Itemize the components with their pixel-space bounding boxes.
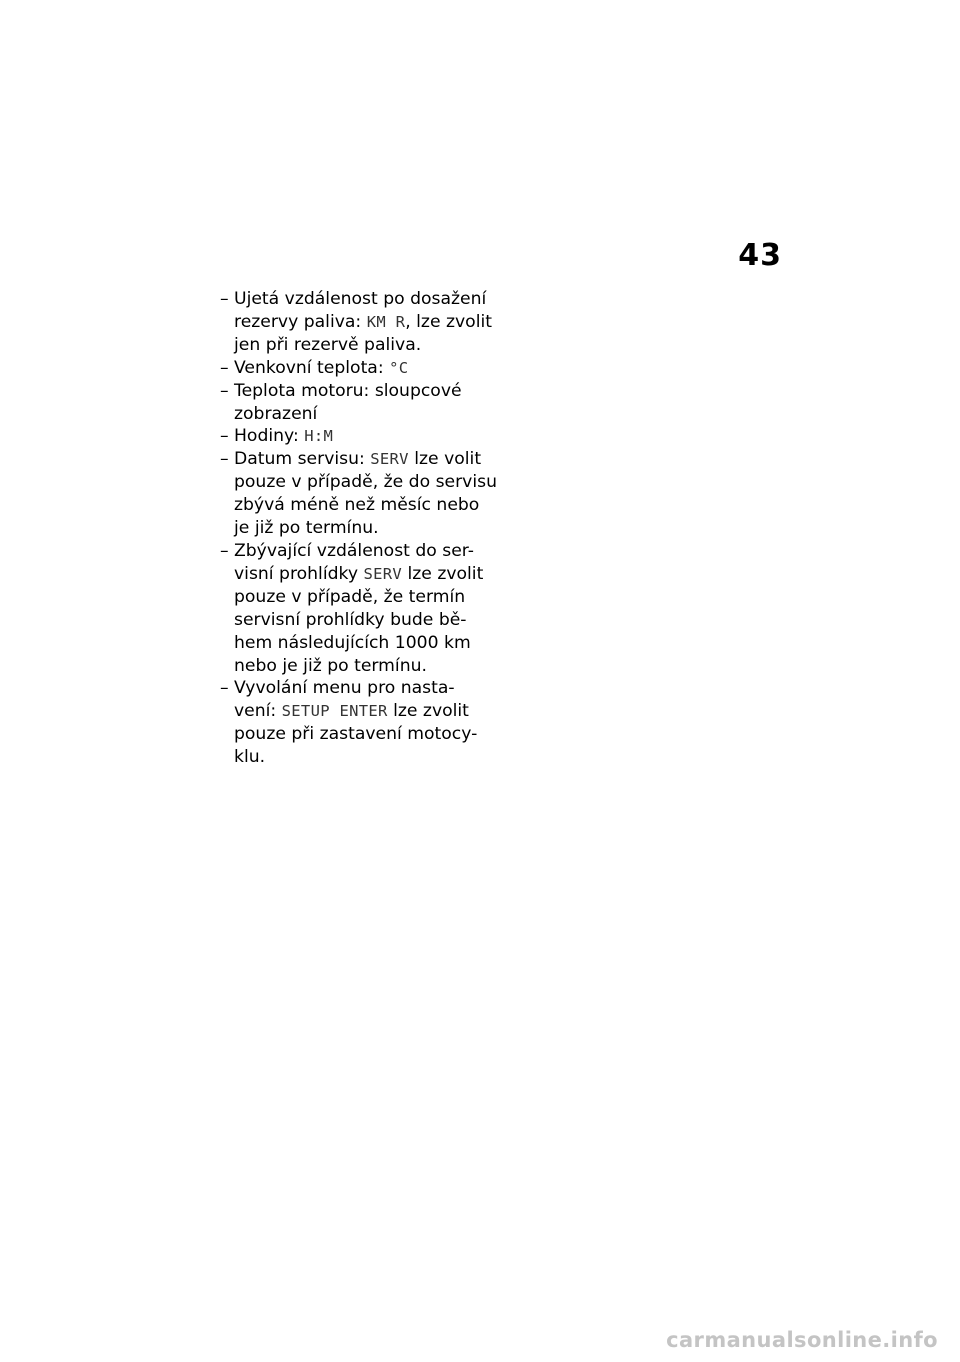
text-segment: pouze v případě, že termín <box>234 586 466 607</box>
text-line <box>234 540 510 563</box>
text-segment: , lze zvolit <box>405 311 492 332</box>
text-segment: vení: <box>234 701 282 722</box>
list-item <box>220 357 510 380</box>
bullet-dash: – <box>220 678 229 699</box>
text-line <box>234 357 510 380</box>
display-code: SERV <box>363 564 403 583</box>
display-code: SERV <box>370 450 409 469</box>
text-line <box>234 494 510 517</box>
text-line <box>234 380 510 403</box>
bullet-dash: – <box>220 289 229 309</box>
text-segment: Hodiny: <box>234 426 305 447</box>
text-segment: visní prohlídky <box>234 563 364 584</box>
text-line <box>234 723 510 746</box>
text-segment: klu. <box>234 747 266 768</box>
bullet-dash: – <box>220 449 229 470</box>
text-line <box>234 632 510 655</box>
list-item <box>220 677 510 769</box>
display-code: KM R <box>366 312 406 331</box>
text-line <box>234 425 510 448</box>
text-segment: lze zvolit <box>402 563 484 584</box>
bullet-dash: – <box>220 426 229 447</box>
text-segment: zbývá méně než měsíc nebo <box>234 495 480 516</box>
text-line <box>234 403 510 426</box>
text-segment: jen při rezervě paliva. <box>234 334 422 355</box>
list-item <box>220 540 510 677</box>
text-segment: hem následujících 1000 km <box>234 632 471 653</box>
text-segment: zobrazení <box>234 403 318 424</box>
text-segment: Zbývající vzdálenost do ser- <box>234 540 474 561</box>
list-item <box>220 288 510 357</box>
text-segment: rezervy paliva: <box>234 311 367 332</box>
text-segment: Ujetá vzdálenost po dosažení <box>234 289 487 309</box>
text-segment: lze zvolit <box>387 701 469 722</box>
text-segment: pouze v případě, že do servisu <box>234 472 497 493</box>
text-line <box>234 677 510 700</box>
text-segment: nebo je již po termínu. <box>234 655 427 676</box>
text-line <box>234 655 510 678</box>
list-item <box>220 448 510 540</box>
text-segment: Datum servisu: <box>234 449 371 470</box>
text-line <box>234 517 510 540</box>
bullet-dash: – <box>220 540 229 561</box>
text-line <box>234 448 510 471</box>
text-segment: Venkovní teplota: <box>234 357 390 378</box>
page-number: 43 <box>738 238 782 273</box>
text-segment: Vyvolání menu pro nasta- <box>234 678 455 699</box>
list-item <box>220 425 510 448</box>
text-line <box>234 334 510 357</box>
text-segment: pouze při zastavení motocy- <box>234 724 478 745</box>
bullet-dash: – <box>220 357 229 378</box>
text-line <box>234 586 510 609</box>
list-item <box>220 380 510 426</box>
text-line <box>234 746 510 769</box>
text-line <box>234 609 510 632</box>
watermark: carmanualsonline.info <box>666 1328 938 1352</box>
text-line <box>234 311 510 334</box>
display-code: SETUP ENTER <box>281 702 388 721</box>
text-segment: je již po termínu. <box>234 518 379 539</box>
text-line <box>234 471 510 494</box>
display-code: °C <box>389 358 409 377</box>
text-segment: Teplota motoru: sloupcové <box>234 380 462 401</box>
item-list <box>220 288 510 769</box>
text-segment: lze volit <box>408 449 482 470</box>
display-code: H:M <box>304 427 334 446</box>
bullet-dash: – <box>220 380 229 401</box>
text-line <box>234 700 510 723</box>
text-segment: servisní prohlídky bude bě- <box>234 609 467 630</box>
text-line <box>234 288 510 311</box>
text-line <box>234 563 510 586</box>
